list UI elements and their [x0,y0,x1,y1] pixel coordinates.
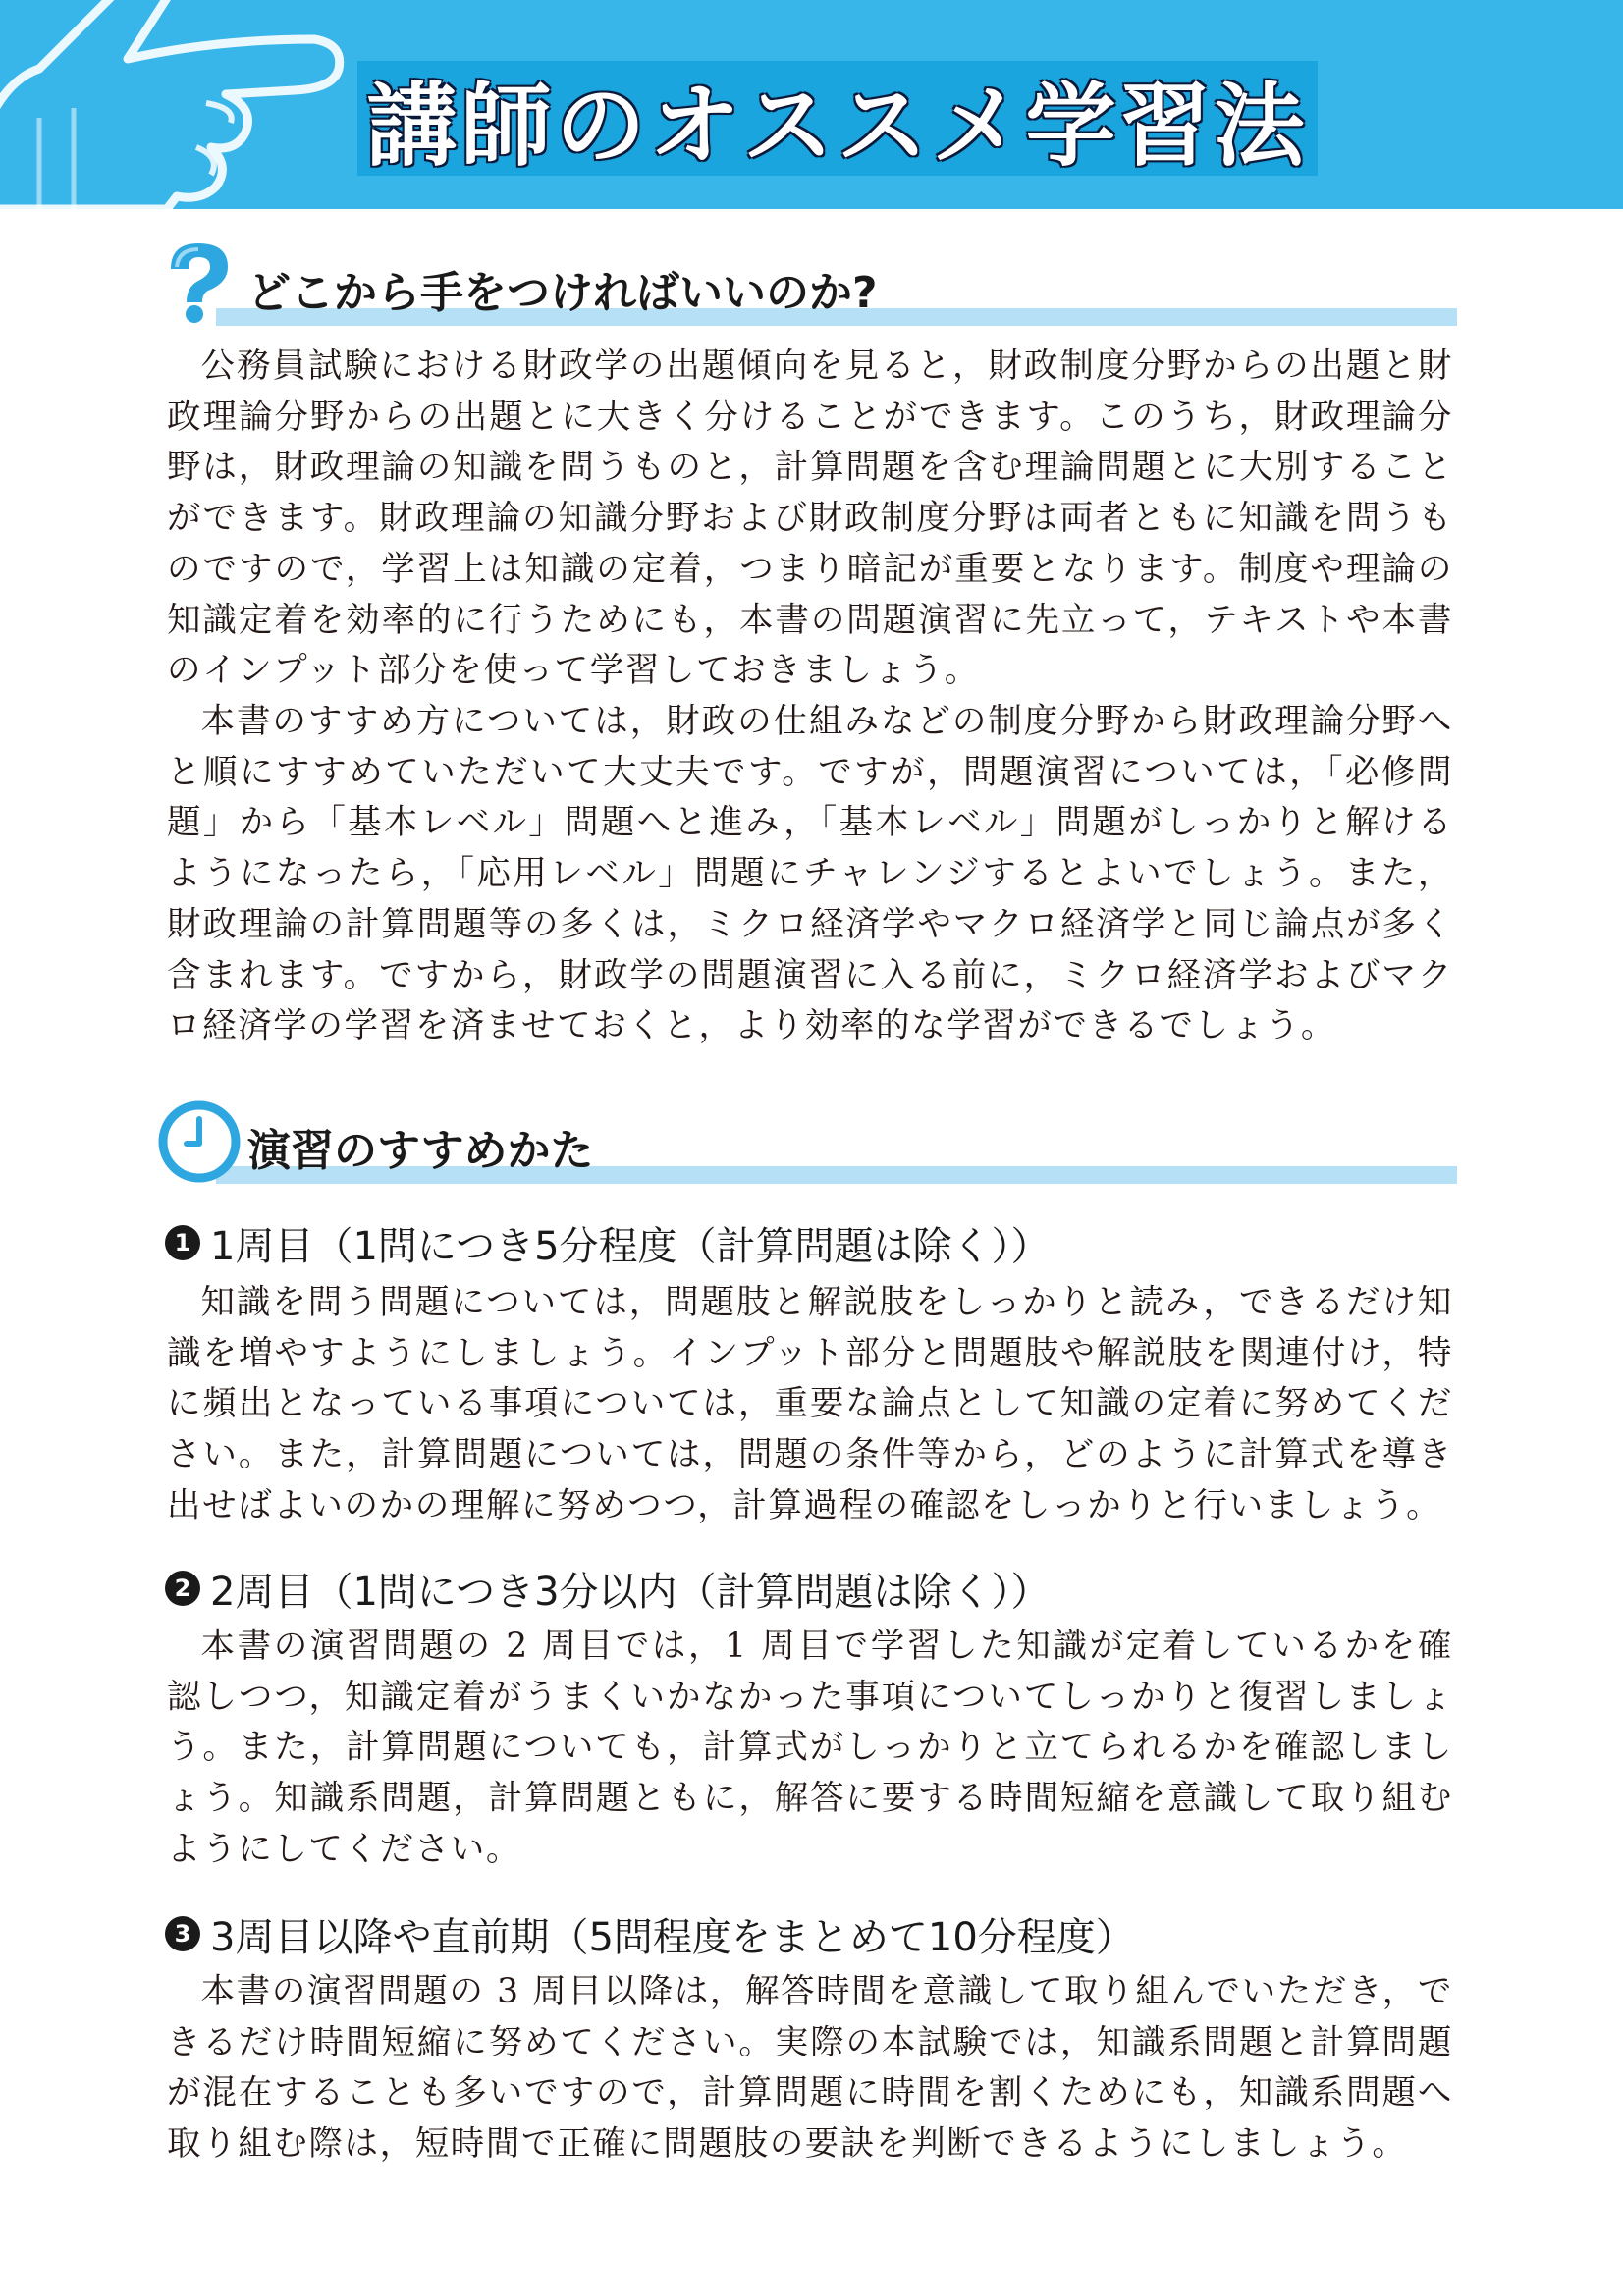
section-title: 演習のすすめかた [247,1126,594,1176]
section-heading-where-to-start [157,236,1457,326]
paragraph: 公務員試験における財政学の出題傾向を見ると，財政制度分野からの出題と財政理論分野からの出題とに大きく分けることができます。このうち，財政理論分野は，財政理論の知識を問うものと，計算問題を含む理論問題とに大別することができます。財政理論の知識分野および財政制度分野は両者ともに知識を問うものですので，学習上は知識の定着，つまり暗記が重要となります。制度や理論の知識定着を効率的に行うためにも，本書の問題演習に先立って，テキストや本書のインプット部分を使って学習しておきましょう。 [167,347,1453,691]
paragraph: 本書の演習問題の 2 周目では，1 周目で学習した知識が定着しているかを確認しつつ，知識定着がうまくいかなかった事項についてしっかりと復習しましょう。また，計算問題についても，計算式がしっかりと立てられるかを確認しましょう。知識系問題，計算問題ともに，解答に要する時間短縮を意識して取り組むようにしてください。 [167,1627,1453,1869]
section-title: どこから手をつければいいのか? [247,268,878,318]
step-title: 2周目（1問につき3分以内（計算問題は除く）） [210,1569,1051,1615]
section-heading-practice-method [157,1099,1457,1184]
step-number-badge: 2 [165,1571,200,1606]
header-banner [0,0,1623,209]
step-title: 3周目以降や直前期（5問程度をまとめて10分程度） [210,1914,1135,1960]
pointing-hand-icon [0,0,353,209]
step-title: 1周目（1問につき5分程度（計算問題は除く）） [210,1223,1051,1269]
step-number-badge: 1 [165,1225,200,1260]
paragraph: 本書のすすめ方については，財政の仕組みなどの制度分野から財政理論分野へと順にすすめていただいて大丈夫です。ですが，問題演習については，「必修問題」から「基本レベル」問題へと進み，「基本レベル」問題がしっかりと解けるようになったら，「応用レベル」問題にチャレンジするとよいでしょう。また，財政理論の計算問題等の多くは，ミクロ経済学やマクロ経済学と同じ論点が多く含まれます。ですから，財政学の問題演習に入る前に，ミクロ経済学およびマクロ経済学の学習を済ませておくと，より効率的な学習ができるでしょう。 [167,702,1453,1046]
page-title: 講師のオススメ学習法 [366,73,1309,179]
banner-title-box [357,61,1318,179]
step-heading [165,1563,1471,1614]
step-heading [165,1217,1471,1268]
question-mark-icon [157,238,242,324]
clock-icon [157,1099,242,1184]
paragraph: 知識を問う問題については，問題肢と解説肢をしっかりと読み，できるだけ知識を増やすようにしましょう。インプット部分と問題肢や解説肢を関連付け，特に頻出となっている事項については，重要な論点として知識の定着に努めてください。また，計算問題については，問題の条件等から，どのように計算式を導き出せばよいのかの理解に努めつつ，計算過程の確認をしっかりと行いましょう。 [167,1283,1453,1525]
step-number-badge: 3 [165,1916,200,1951]
step-heading [165,1908,1471,1959]
paragraph: 本書の演習問題の 3 周目以降は，解答時間を意識して取り組んでいただき，できるだけ時間短縮に努めてください。実際の本試験では，知識系問題と計算問題が混在することも多いですので，計算問題に時間を割くためにも，知識系問題へ取り組む際は，短時間で正確に問題肢の要訣を判断できるようにしましょう。 [167,1972,1453,2164]
